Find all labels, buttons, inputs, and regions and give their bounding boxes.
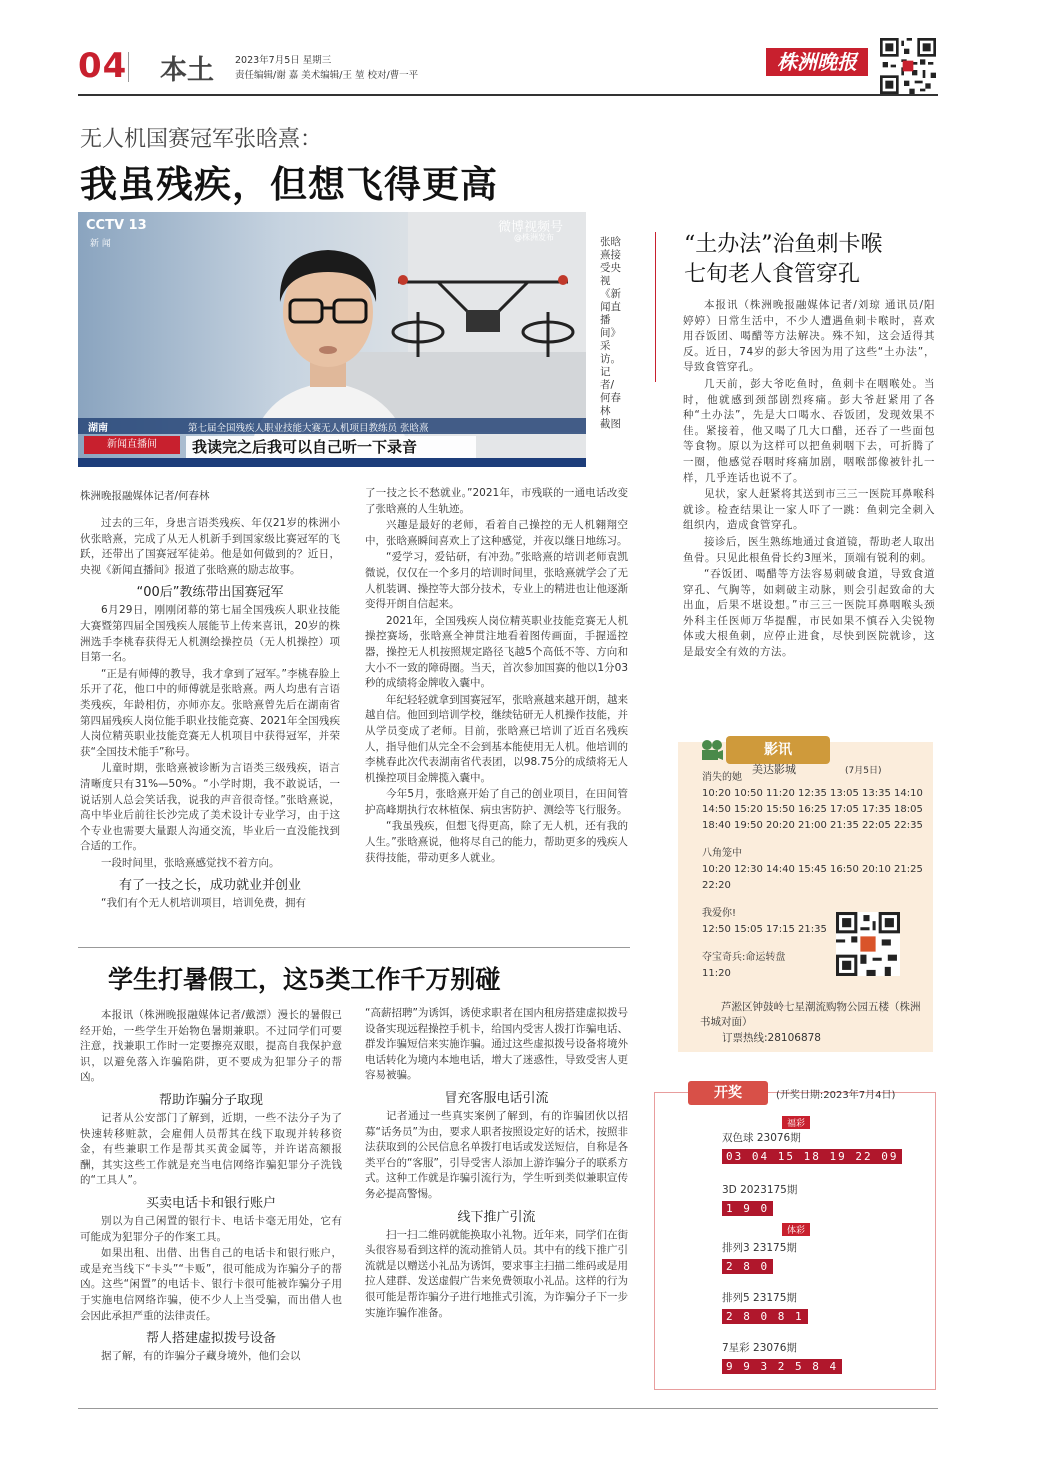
video-subtitle: 我读完之后我可以自己听一下录音 xyxy=(186,436,476,458)
article-divider xyxy=(78,947,630,948)
winning-numbers: 9 9 3 2 5 8 4 xyxy=(722,1359,842,1374)
showtimes: 10:20 12:30 14:40 15:45 16:50 20:10 21:25 xyxy=(702,864,923,875)
paragraph: “我们有个无人机培训项目，培训免费，拥有 xyxy=(101,897,306,910)
movie-title: 消失的她 xyxy=(702,772,742,783)
showtimes: 18:40 19:50 20:20 21:00 21:35 22:05 22:35 xyxy=(702,820,923,831)
draw-name: 3D 2023175期 xyxy=(722,1184,798,1196)
winning-numbers: 2 8 0 xyxy=(722,1259,773,1274)
subheading: 帮人搭建虚拟拨号设备 xyxy=(145,1331,276,1347)
lead-kicker: 无人机国赛冠军张晗熹： xyxy=(80,127,323,152)
location-tag: 湖南 xyxy=(88,423,108,434)
right-article-body xyxy=(683,298,935,662)
lead-column-1 xyxy=(80,516,340,913)
article2-column-1 xyxy=(80,1008,342,1366)
right-headline xyxy=(684,230,883,290)
qr-code-icon xyxy=(880,38,936,94)
right-headline-line1: “土办法”治鱼刺卡喉 xyxy=(684,232,883,257)
lead-headline: 我虽残疾，但想飞得更高 xyxy=(80,162,498,206)
paragraph: 今年5月，张晗熹开始了自己的创业项目，在田间管护高峰期执行农林植保、病虫害防护、测绘等飞行服务。 xyxy=(365,788,628,816)
movie-title: 夺宝奇兵:命运转盘 xyxy=(702,952,786,963)
paragraph: 本报讯（株洲晚报融媒体记者/戴漂）漫长的暑假已经开始，一些学生开始物色暑期兼职。不过同学们可要注意，找兼职工作时一定要擦亮双眼，提高自我保护意识，以避免落入诈骗陷阱，更不要成为犯罪分子的帮凶。 xyxy=(80,1009,342,1084)
paragraph: “我虽残疾，但想飞得更高，除了无人机，还有我的人生。”张晗熹说，他将尽自己的能力，帮助更多的残疾人获得技能，带动更多人就业。 xyxy=(365,820,628,864)
movie-entry xyxy=(702,770,932,834)
paragraph: 兴趣是最好的老师，看着自己操控的无人机翱翔空中，张晗熹瞬间喜欢上了这种感觉，并夜以继日地练习。 xyxy=(365,519,628,547)
paragraph: 2021年，全国残疾人岗位精英职业技能竞赛无人机操控赛场，张晗熹全神贯注地看着图传画面，手握遥控器，操控无人机按照规定路径飞越5个高低不等、方向和大小不一致的障碍圈。当天，首次参加国赛的他以1分03秒的成绩将金牌收入囊中。 xyxy=(365,614,628,690)
cinema-hotline: 订票热线:28106878 xyxy=(722,1032,821,1044)
right-headline-line2: 七旬老人食管穿孔 xyxy=(684,262,861,287)
lottery-draw xyxy=(722,1182,922,1216)
paragraph: “爱学习，爱钻研，有冲劲。”张晗熹的培训老师袁凯微说，仅仅在一个多月的培训时间里，张晗熹就学会了无人机装调、操控等大部分技术，专业上的精进也让他逐渐变得开朗自信起来。 xyxy=(365,551,628,611)
program-tag: 新闻直播间 xyxy=(84,436,180,454)
article2-column-2 xyxy=(365,1006,628,1322)
editor-credits: 责任编辑/谢 嘉 美术编辑/王 堃 校对/曹一平 xyxy=(235,70,419,81)
movie-entry xyxy=(702,846,932,894)
winning-numbers: 03 04 15 18 19 22 09 xyxy=(722,1149,902,1164)
lower-third-info: 第七届全国残疾人职业技能大赛无人机项目教练员 张晗熹 xyxy=(188,423,429,434)
title-accent-line xyxy=(655,232,656,382)
paragraph: 据了解，有的诈骗分子藏身境外，他们会以 xyxy=(101,1350,301,1363)
subheading: 买卖电话卡和银行账户 xyxy=(145,1195,276,1211)
subheading: 帮助诈骗分子取现 xyxy=(158,1092,263,1108)
page-number: 04 xyxy=(78,46,128,86)
header-rule xyxy=(78,94,938,96)
welfare-draws xyxy=(722,1130,922,1234)
paragraph: 记者从公安部门了解到，近期，一些不法分子为了快速转移赃款，会雇佣人员帮其在线下取现并转移资金，有些兼职工作是帮其买黄金属等，并许诺高额报酬，其实这些工作就是充当电信网络诈骗犯罪分子洗钱的“工具人”。 xyxy=(80,1111,342,1187)
ticker-bar xyxy=(78,458,586,467)
cinema-qr-icon xyxy=(836,912,900,976)
welfare-lottery-tag: 福彩 xyxy=(782,1116,810,1129)
movie-title: 我爱你! xyxy=(702,908,737,919)
lead-column-2 xyxy=(365,486,628,867)
section-title: 本土 xyxy=(160,55,214,86)
paragraph: “正是有师傅的教导，我才拿到了冠军。”李桃春脸上乐开了花，他口中的师傅就是张晗熹。两人均患有言语类残疾，年龄相仿，亦师亦友。张晗熹曾先后在湖南省第四届残疾人岗位能手职业技能竞赛、2021年全国残疾人岗位精英职业技能竞赛无人机项目中获得冠军，并荣获“全国技术能手”称号。 xyxy=(80,667,340,758)
header-divider xyxy=(128,52,129,82)
cinema-address: 芦淞区钟鼓岭七星潮流购物公园五楼（株洲书城对面） xyxy=(700,1001,921,1028)
paragraph: 儿童时期，张晗熹被诊断为言语类三级残疾，语言清晰度只有31%—50%。“小学时期，我不敢说话，一说话别人总会笑话我，说我的声音很奇怪。”张晗熹说，高中毕业后前往长沙完成了美术设计专业学习，由于这个专业也需要大量跟人沟通交流，毕业后一直没能找到合适的工作。 xyxy=(80,762,340,853)
sports-lottery-tag: 体彩 xyxy=(782,1223,810,1236)
showtimes: 10:20 10:50 11:20 12:35 13:05 13:35 14:10 xyxy=(702,788,923,799)
paragraph: 本报讯（株洲晚报融媒体记者/刘琼 通讯员/阳婷婷）日常生活中，不少人遭遇鱼刺卡喉时，喜欢用吞饭团、喝醋等方法解决。殊不知，这会适得其反。近日，74岁的彭大爷因为用了这些“土办法”，导致食管穿孔。 xyxy=(683,299,935,374)
paragraph: 见状，家人赶紧将其送到市三三一医院耳鼻喉科就诊。检查结果让一家人吓了一跳：鱼刺完全刺入组织内，造成食管穿孔。 xyxy=(683,488,935,532)
issue-date: 2023年7月5日 星期三 xyxy=(235,55,332,66)
lottery-draw xyxy=(722,1130,922,1164)
subheading: 有了一技之长，成功就业并创业 xyxy=(118,878,301,894)
paragraph: 别以为自己闲置的银行卡、电话卡毫无用处，它有可能成为犯罪分子的作案工具。 xyxy=(80,1214,342,1243)
paragraph: 接诊后，医生熟练地通过食道镜，帮助老人取出鱼骨。只见此根鱼骨长约3厘米，顶端有锐利的刺。 xyxy=(683,535,935,564)
lottery-date: (开奖日期:2023年7月4日) xyxy=(776,1090,896,1101)
paragraph: “吞饭团、喝醋等方法容易刺破食道，导致食道穿孔、气胸等，如刺破主动脉，则会引起致命的大出血，后果不堪设想。”市三三一医院耳鼻咽喉头颈外科主任医师万华提醒，市民如果不慎吞入尖锐物体或大根鱼刺，应停止进食，尽快到医院就诊，这是最安全有效的方法。 xyxy=(683,568,935,659)
paragraph: 年纪轻轻就拿到国赛冠军，张晗熹越来越开朗，越来越自信。他回到培训学校，继续钻研无人机操作技能，并从学员变成了老师。目前，张晗熹已培训了近百名残疾人，指导他们从完全不会到基本能使用无人机。他培训的李桃春此次代表湖南省代表团，以98.75分的成绩将无人机操控项目金牌揽入囊中。 xyxy=(365,693,628,784)
lottery-draw xyxy=(722,1290,922,1324)
film-camera-icon xyxy=(700,738,724,762)
paragraph: “高薪招聘”为诱饵，诱使求职者在国内租房搭建虚拟拨号设备实现远程操控手机卡，给国内受害人拨打诈骗电话、群发诈骗短信来实施诈骗。通过这些虚拟拨号设备将境外电话转化为境内本地电话，增大了迷惑性，导致受害人更容易被骗。 xyxy=(365,1007,628,1082)
draw-name: 排列5 23175期 xyxy=(722,1292,797,1304)
sports-draws xyxy=(722,1240,922,1390)
newspaper-logo: 株洲晚报 xyxy=(766,48,868,76)
footer-rule xyxy=(78,1408,938,1409)
winning-numbers: 1 9 0 xyxy=(722,1201,773,1216)
lead-byline: 株洲晚报融媒体记者/何春林 xyxy=(80,490,210,502)
showtimes: 12:50 15:05 17:15 21:35 xyxy=(702,924,827,935)
draw-name: 7星彩 23076期 xyxy=(722,1342,797,1354)
channel-logo: CCTV 13 xyxy=(86,218,147,233)
movie-title: 八角笼中 xyxy=(702,848,742,859)
photo-caption: 张晗熹接受央视《新闻直播间》采访。记者/何春林 截图 xyxy=(600,236,621,430)
subheading: 冒充客服电话引流 xyxy=(444,1090,549,1106)
draw-name: 双色球 23076期 xyxy=(722,1132,801,1144)
lottery-draw xyxy=(722,1340,922,1374)
cinema-badge: 影讯 xyxy=(726,736,830,764)
lead-photo xyxy=(78,212,586,467)
paragraph: 扫一扫二维码就能换取小礼物。近年来，同学们在街头很容易看到这样的流动推销人员。其中有的线下推广引流就是以赠送小礼品为诱饵，要求事主扫描二维码或是用拉人建群、发送虚假广告来免费领取小礼品。这样的行为很可能是帮诈骗分子进行地推式引流，为诈骗分子下一步实施诈骗作准备。 xyxy=(365,1228,628,1319)
paragraph: 记者通过一些真实案例了解到，有的诈骗团伙以招募“话务员”为由，要求人职者按照设定好的话术，按照非法获取到的公民信息名单拨打电话或发送短信，自称是各类平台的“客服”，引导受害人添加上游诈骗分子的联系方式。这种工作就是诈骗引流行为，学生听到类似兼职宣传务必提高警惕。 xyxy=(365,1109,628,1200)
paragraph: 几天前，彭大爷吃鱼时，鱼刺卡在咽喉处。当时，他就感到颈部剧烈疼痛。彭大爷赶紧用了各种“土办法”，先是大口喝水、吞饭团，发现效果不佳。紧接着，他又喝了几大口醋，还吞了一些面包等食物。原以为这样可以把鱼刺咽下去，可折腾了一圈，他感觉吞咽时疼痛加剧，咽喉部像被针扎一样，几乎连话也说不了。 xyxy=(683,377,935,484)
paragraph: 一段时间里，张晗熹感觉找不着方向。 xyxy=(101,856,280,869)
watermark-sub: @株洲发布 xyxy=(514,233,554,242)
cinema-name: 美达影城 xyxy=(752,763,796,776)
channel-sub: 新 闻 xyxy=(90,239,111,249)
showtimes: 14:50 15:20 15:50 16:25 17:05 17:35 18:05 xyxy=(702,804,923,815)
showtimes: 22:20 xyxy=(702,880,731,891)
winning-numbers: 2 8 0 8 1 xyxy=(722,1309,808,1324)
cinema-date: (7月5日) xyxy=(845,766,882,776)
weibo-watermark: 微博视频号 xyxy=(498,220,564,235)
article2-headline: 学生打暑假工，这5类工作千万别碰 xyxy=(108,965,501,994)
paragraph: 6月29日，刚刚闭幕的第七届全国残疾人职业技能大赛暨第四届全国残疾人展能节上传来喜讯，20岁的株洲选手李桃春获得无人机测绘操控员（无人机操控）项目第一名。 xyxy=(80,604,340,664)
subheading: 线下推广引流 xyxy=(457,1209,536,1225)
draw-name: 排列3 23175期 xyxy=(722,1242,797,1254)
lottery-draw xyxy=(722,1240,922,1274)
showtimes: 11:20 xyxy=(702,968,731,979)
paragraph: 如果出租、出借、出售自己的电话卡和银行账户，或是充当线下“卡头”“卡贩”，很可能成为诈骗分子的帮凶。这些“闲置”的电话卡、银行卡很可能被诈骗分子用于实施电信网络诈骗，使不少人上当受骗，而出借人也会因此承担严重的法律责任。 xyxy=(80,1247,342,1322)
subheading: “00后”教练带出国赛冠军 xyxy=(136,585,284,601)
paragraph: 了一技之长不愁就业。”2021年，市残联的一通电话改变了张晗熹的人生轨迹。 xyxy=(365,487,628,515)
lottery-badge: 开奖 xyxy=(688,1081,768,1105)
paragraph: 过去的三年，身患言语类残疾、年仅21岁的株洲小伙张晗熹，完成了从无人机新手到国家级比赛冠军的飞跃，还带出了国赛冠军徒弟。他是如何做到的？近日，央视《新闻直播间》报道了张晗熹的励志故事。 xyxy=(80,517,340,576)
